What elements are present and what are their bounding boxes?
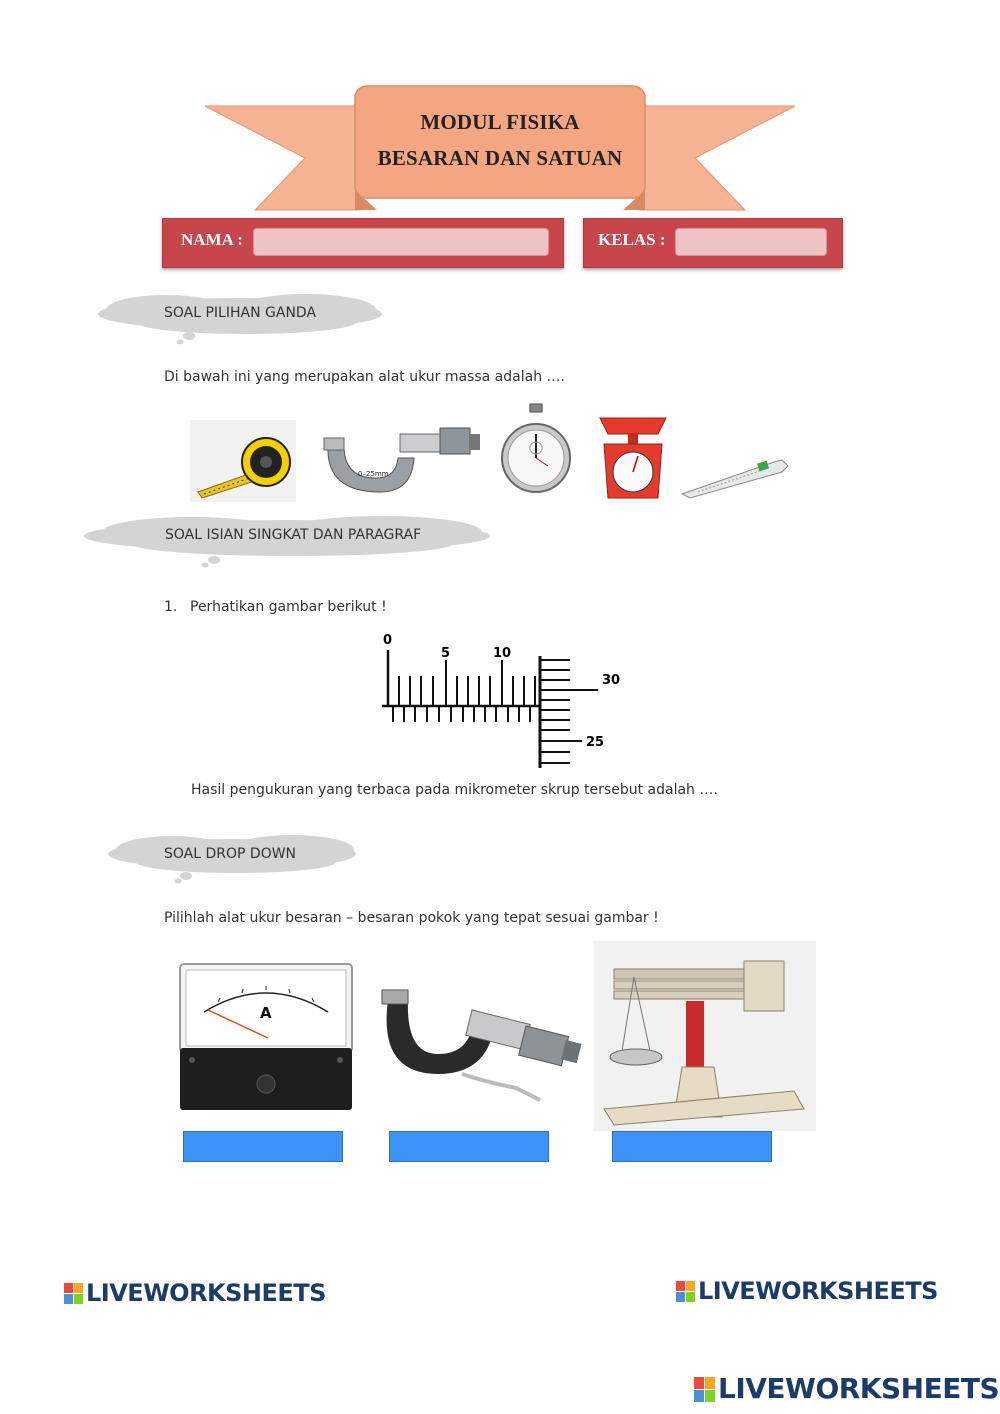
dropdown-answer-2[interactable] xyxy=(389,1131,549,1162)
ammeter-letter: A xyxy=(260,1004,272,1022)
thimble-label-30: 30 xyxy=(602,673,621,688)
short-answer-question: Perhatikan gambar berikut ! xyxy=(190,599,387,615)
short-answer-followup: Hasil pengukuran yang terbaca pada mikrometer skrup tersebut adalah …. xyxy=(191,782,718,798)
mc-question: Di bawah ini yang merupakan alat ukur massa adalah …. xyxy=(164,369,565,385)
dropdown-heading: SOAL DROP DOWN xyxy=(164,846,297,862)
thermometer-image[interactable] xyxy=(678,456,792,500)
liveworksheets-icon xyxy=(694,1377,716,1403)
brand-text: LIVEWORKSHEETS xyxy=(698,1277,938,1305)
class-bar xyxy=(583,218,843,268)
brand-text: LIVEWORKSHEETS xyxy=(86,1279,326,1307)
scale-label-0: 0 xyxy=(383,633,393,648)
scale-label-5: 5 xyxy=(441,646,451,661)
liveworksheets-logo xyxy=(64,1279,326,1307)
measuring-tape-image[interactable] xyxy=(190,420,296,502)
mc-heading: SOAL PILIHAN GANDA xyxy=(164,305,317,321)
short-answer-heading: SOAL ISIAN SINGKAT DAN PARAGRAF xyxy=(165,527,422,543)
dropdown-answer-1[interactable] xyxy=(183,1131,343,1162)
module-subtitle: BESARAN DAN SATUAN xyxy=(377,146,623,170)
thimble-label-25: 25 xyxy=(586,735,605,750)
name-label: NAMA : xyxy=(181,230,243,249)
stopwatch-image[interactable] xyxy=(498,402,574,496)
module-title: MODUL FISIKA xyxy=(420,110,580,134)
kitchen-scale-image[interactable] xyxy=(598,410,668,502)
micrometer-image[interactable] xyxy=(320,412,482,496)
micrometer-photo xyxy=(376,970,588,1110)
scale-label-10: 10 xyxy=(493,646,512,661)
liveworksheets-logo xyxy=(676,1277,938,1305)
class-input[interactable] xyxy=(675,228,827,256)
question-number: 1. xyxy=(164,599,178,615)
triple-beam-balance-photo xyxy=(594,941,816,1131)
name-bar xyxy=(162,218,564,268)
micrometer-scale-diagram xyxy=(378,630,628,770)
name-input[interactable] xyxy=(253,228,549,256)
liveworksheets-logo[interactable] xyxy=(694,1372,999,1405)
liveworksheets-icon xyxy=(676,1281,696,1303)
liveworksheets-icon xyxy=(64,1283,84,1305)
svg-text:0–25mm: 0–25mm xyxy=(358,470,389,478)
dropdown-question: Pilihlah alat ukur besaran – besaran pokok yang tepat sesuai gambar ! xyxy=(164,910,659,926)
ammeter-image xyxy=(178,962,354,1112)
dropdown-answer-3[interactable] xyxy=(612,1131,772,1162)
class-label: KELAS : xyxy=(598,230,666,249)
brand-text: LIVEWORKSHEETS xyxy=(718,1372,1000,1405)
